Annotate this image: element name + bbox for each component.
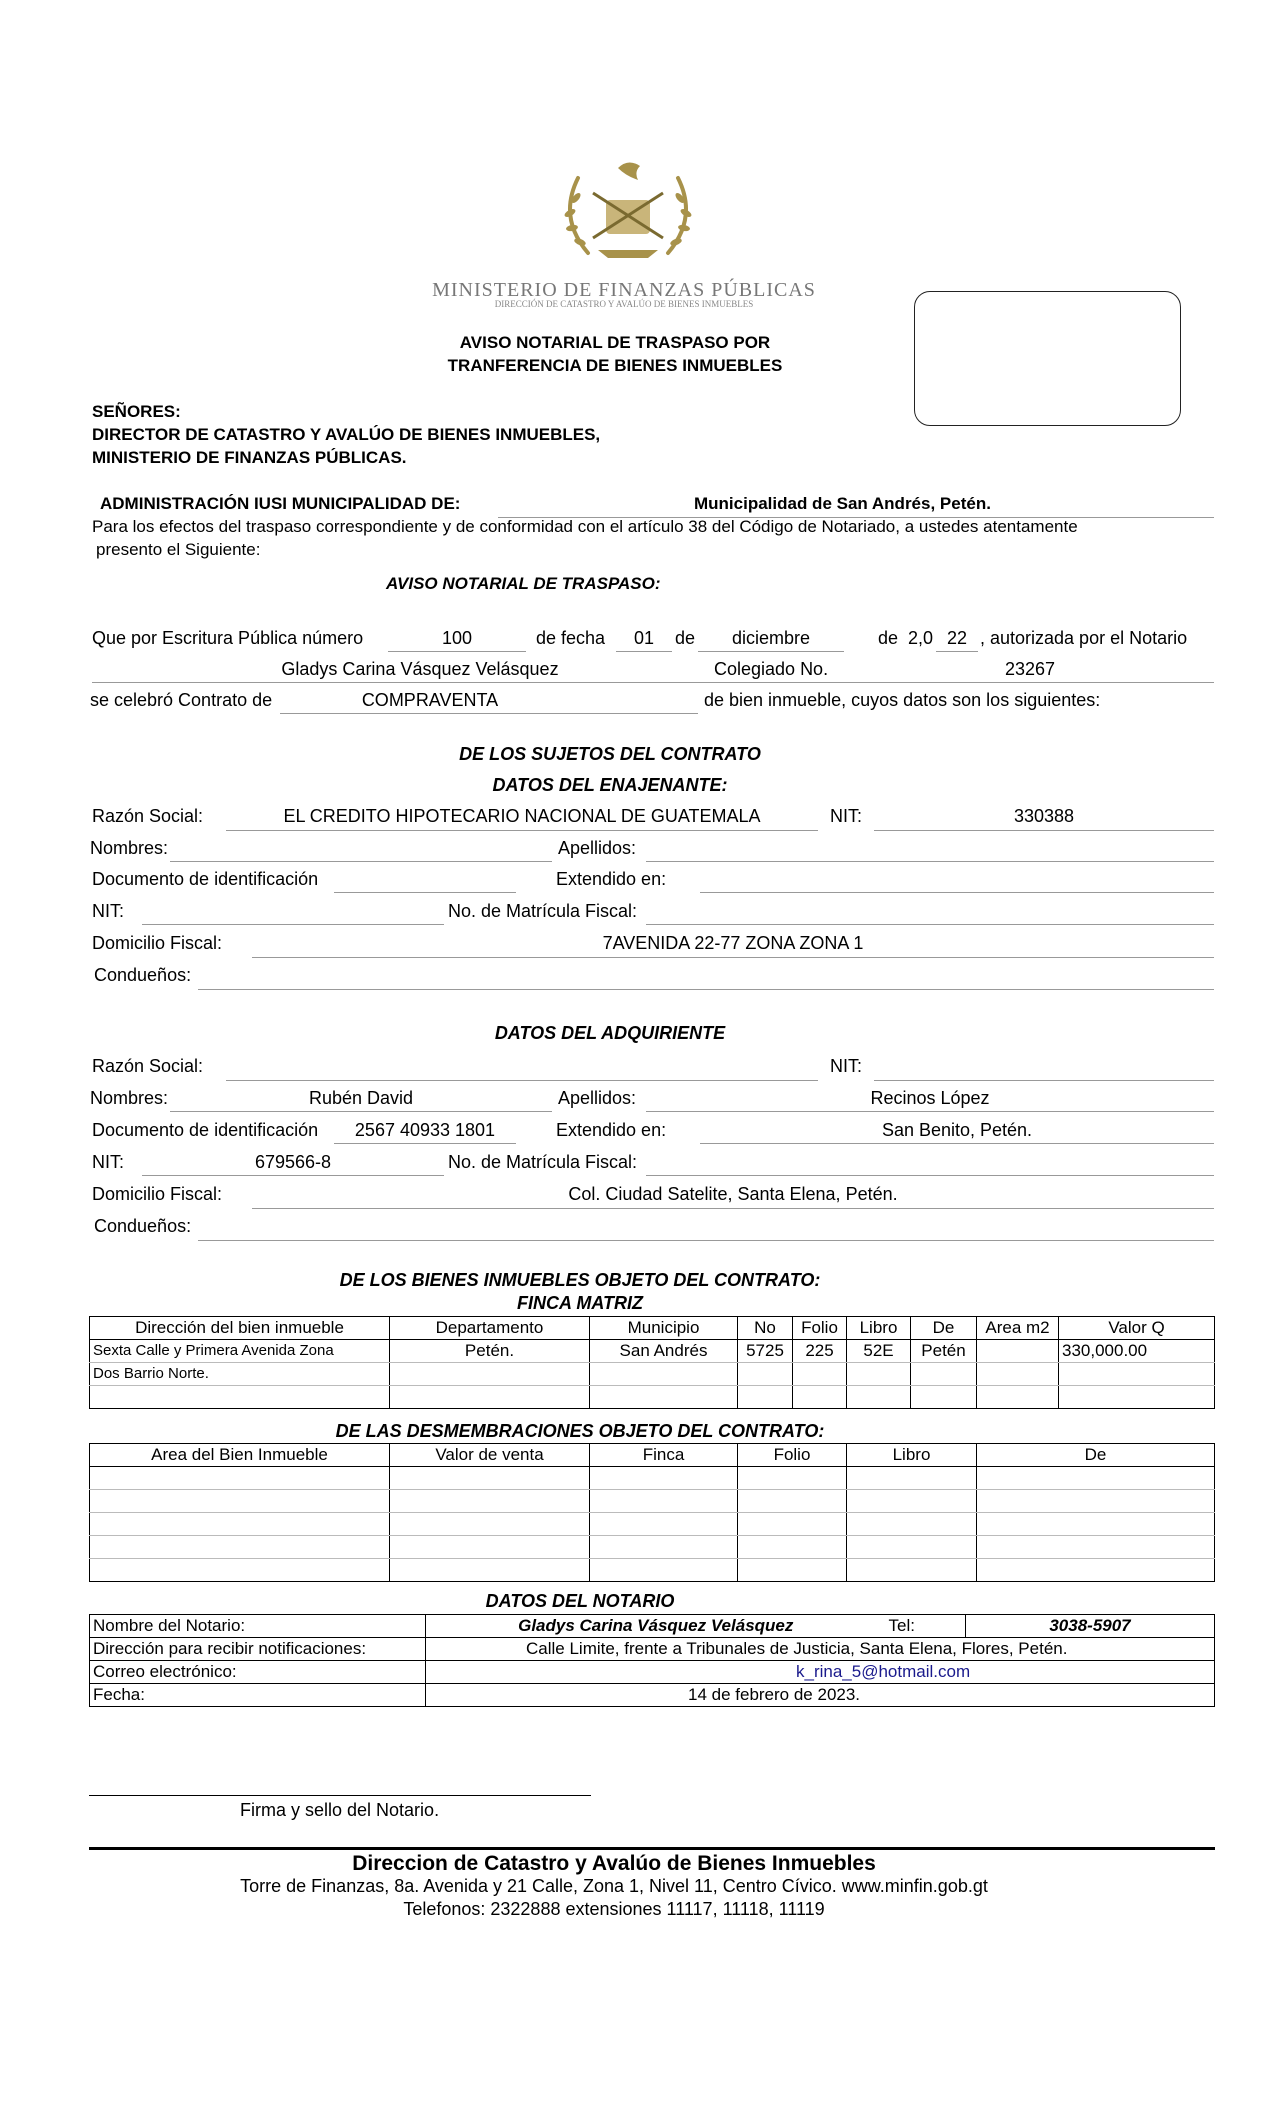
col-header: De	[977, 1444, 1215, 1467]
table-row	[90, 1513, 1215, 1536]
enajenante-domicilio: 7AVENIDA 22-77 ZONA ZONA 1	[602, 933, 864, 953]
adquiriente-heading: DATOS DEL ADQUIRIENTE	[494, 1023, 726, 1043]
escritura-label: Que por Escritura Pública número	[92, 628, 364, 648]
finca-matriz-table	[89, 1316, 1215, 1409]
anio-prefix: 2,0	[908, 628, 934, 648]
table-cell	[793, 1386, 847, 1409]
table-cell	[390, 1363, 590, 1386]
fecha-dia: 01	[633, 628, 655, 648]
notario-correo-label: Correo electrónico:	[90, 1661, 426, 1684]
col-header: No	[738, 1317, 793, 1340]
enajenante-extendido-label: Extendido en:	[556, 869, 667, 889]
sujetos-heading: DE LOS SUJETOS DEL CONTRATO	[459, 744, 761, 764]
fecha-de1: de	[675, 628, 696, 648]
adquiriente-nombres: Rubén David	[308, 1088, 414, 1108]
table-cell	[90, 1386, 390, 1409]
notario-name-label: Nombre del Notario:	[90, 1615, 426, 1638]
addressee-line2: DIRECTOR DE CATASTRO Y AVALÚO DE BIENES INMUEBLES,	[92, 425, 601, 444]
footer-rule	[89, 1847, 1215, 1850]
finca-matriz-header-row	[90, 1317, 1215, 1340]
enajenante-heading: DATOS DEL ENAJENANTE:	[492, 775, 728, 795]
table-cell	[977, 1386, 1059, 1409]
adquiriente-documento-label: Documento de identificación	[92, 1120, 319, 1140]
footer-phones: Telefonos: 2322888 extensiones 11117, 11118, 11119	[403, 1899, 825, 1919]
autorizada-text: , autorizada por el Notario	[980, 628, 1188, 648]
table-row	[90, 1363, 1215, 1386]
enajenante-nombres-label: Nombres:	[90, 838, 169, 858]
adquiriente-conduenos-label: Condueños:	[94, 1216, 192, 1236]
table-cell: Sexta Calle y Primera Avenida Zona	[90, 1340, 390, 1363]
table-cell	[911, 1386, 977, 1409]
anio-suffix: 22	[946, 628, 968, 648]
enajenante-nit-label: NIT:	[92, 901, 125, 921]
table-cell	[847, 1363, 911, 1386]
adquiriente-nit: 679566-8	[254, 1152, 332, 1172]
table-cell	[977, 1363, 1059, 1386]
enajenante-razon-social: EL CREDITO HIPOTECARIO NACIONAL DE GUATEMALA	[283, 806, 761, 826]
notario-email-link[interactable]: k_rina_5@hotmail.com	[426, 1661, 1215, 1684]
document-title-line1: AVISO NOTARIAL DE TRASPASO POR	[459, 333, 771, 352]
table-cell	[590, 1363, 738, 1386]
col-header: Folio	[738, 1444, 847, 1467]
table-row	[90, 1490, 1215, 1513]
adquiriente-razon-label: Razón Social:	[92, 1056, 204, 1076]
table-cell	[911, 1363, 977, 1386]
table-row	[90, 1386, 1215, 1409]
table-cell	[738, 1386, 793, 1409]
footer-address: Torre de Finanzas, 8a. Avenida y 21 Calle, Zona 1, Nivel 11, Centro Cívico. www.minfin.gob.gt	[240, 1876, 988, 1896]
table-row	[90, 1536, 1215, 1559]
notario-correo-row	[90, 1661, 1215, 1684]
col-header: Municipio	[590, 1317, 738, 1340]
adquiriente-documento: 2567 40933 1801	[354, 1120, 496, 1140]
desmembraciones-heading: DE LAS DESMEMBRACIONES OBJETO DEL CONTRATO:	[335, 1421, 825, 1441]
enajenante-nit-top-label: NIT:	[830, 806, 863, 826]
enajenante-documento-label: Documento de identificación	[92, 869, 319, 889]
escritura-number: 100	[441, 628, 473, 648]
colegiado-number: 23267	[1004, 659, 1056, 679]
table-cell	[590, 1386, 738, 1409]
notario-direccion: Calle Limite, frente a Tribunales de Justicia, Santa Elena, Flores, Petén.	[426, 1638, 1215, 1661]
col-header: Area del Bien Inmueble	[90, 1444, 390, 1467]
bienes-heading: DE LOS BIENES INMUEBLES OBJETO DEL CONTRATO:	[339, 1270, 821, 1290]
adquiriente-apellidos-label: Apellidos:	[558, 1088, 637, 1108]
coat-of-arms-logo	[548, 158, 708, 268]
contrato-type: COMPRAVENTA	[361, 690, 499, 710]
contrato-suffix: de bien inmueble, cuyos datos son los siguientes:	[704, 690, 1101, 710]
table-cell: 330,000.00	[1059, 1340, 1215, 1363]
notario-heading: DATOS DEL NOTARIO	[485, 1591, 675, 1611]
notario-direccion-label: Dirección para recibir notificaciones:	[90, 1638, 426, 1661]
stamp-box	[914, 291, 1181, 426]
table-cell	[847, 1386, 911, 1409]
table-cell	[1059, 1386, 1215, 1409]
notario-fecha-row	[90, 1684, 1215, 1707]
table-cell	[793, 1363, 847, 1386]
table-cell: 225	[793, 1340, 847, 1363]
desmembraciones-table	[89, 1443, 1215, 1582]
signature-label: Firma y sello del Notario.	[240, 1800, 440, 1820]
col-header: Valor Q	[1059, 1317, 1215, 1340]
signature-line	[89, 1795, 591, 1796]
admin-municipality: Municipalidad de San Andrés, Petén.	[694, 494, 991, 513]
enajenante-nit-top: 330388	[1013, 806, 1075, 826]
adquiriente-nit-top-label: NIT:	[830, 1056, 863, 1076]
notario-fecha-label: Fecha:	[90, 1684, 426, 1707]
adquiriente-nit-label: NIT:	[92, 1152, 125, 1172]
notario-direccion-row	[90, 1638, 1215, 1661]
contrato-label: se celebró Contrato de	[90, 690, 273, 710]
colegiado-label: Colegiado No.	[714, 659, 829, 679]
adquiriente-nombres-label: Nombres:	[90, 1088, 169, 1108]
footer-title: Direccion de Catastro y Avalúo de Bienes Inmuebles	[352, 1852, 876, 1875]
col-header: Libro	[847, 1444, 977, 1467]
enajenante-razon-label: Razón Social:	[92, 806, 204, 826]
ministry-name: MINISTERIO DE FINANZAS PÚBLICAS	[432, 279, 816, 301]
col-header: Departamento	[390, 1317, 590, 1340]
notario-tel-label: Tel:	[886, 1615, 966, 1638]
adquiriente-domicilio: Col. Ciudad Satelite, Santa Elena, Petén.	[568, 1184, 898, 1204]
notario-fecha: 14 de febrero de 2023.	[426, 1684, 1215, 1707]
document-title-line2: TRANFERENCIA DE BIENES INMUEBLES	[447, 356, 783, 375]
col-header: Folio	[793, 1317, 847, 1340]
col-header: Dirección del bien inmueble	[90, 1317, 390, 1340]
adquiriente-extendido: San Benito, Petén.	[881, 1120, 1033, 1140]
fecha-de2: de	[878, 628, 899, 648]
adquiriente-apellidos: Recinos López	[870, 1088, 990, 1108]
notario-name: Gladys Carina Vásquez Velásquez	[426, 1615, 886, 1638]
enajenante-matricula-label: No. de Matrícula Fiscal:	[448, 901, 638, 921]
table-row	[90, 1340, 1215, 1363]
table-cell	[390, 1386, 590, 1409]
col-header: Libro	[847, 1317, 911, 1340]
table-cell: Petén	[911, 1340, 977, 1363]
intro-line2: presento el Siguiente:	[96, 540, 261, 559]
ministry-subname: DIRECCIÓN DE CATASTRO Y AVALÚO DE BIENES INMUEBLES	[494, 299, 754, 309]
table-row	[90, 1467, 1215, 1490]
table-cell: Petén.	[390, 1340, 590, 1363]
table-row	[90, 1559, 1215, 1582]
addressee-line3: MINISTERIO DE FINANZAS PÚBLICAS.	[92, 448, 407, 467]
enajenante-conduenos-label: Condueños:	[94, 965, 192, 985]
aviso-heading: AVISO NOTARIAL DE TRASPASO:	[386, 574, 661, 593]
table-cell	[738, 1363, 793, 1386]
admin-label: ADMINISTRACIÓN IUSI MUNICIPALIDAD DE:	[100, 494, 461, 513]
adquiriente-extendido-label: Extendido en:	[556, 1120, 667, 1140]
table-cell: San Andrés	[590, 1340, 738, 1363]
col-header: De	[911, 1317, 977, 1340]
table-cell: 52E	[847, 1340, 911, 1363]
notario-table	[89, 1614, 1215, 1707]
desmembraciones-header-row	[90, 1444, 1215, 1467]
adquiriente-domicilio-label: Domicilio Fiscal:	[92, 1184, 223, 1204]
addressee-line1: SEÑORES:	[92, 402, 181, 421]
table-cell	[977, 1340, 1059, 1363]
notario-tel: 3038-5907	[966, 1615, 1215, 1638]
table-cell: Dos Barrio Norte.	[90, 1363, 390, 1386]
finca-matriz-heading: FINCA MATRIZ	[517, 1293, 643, 1313]
notario-name-field: Gladys Carina Vásquez Velásquez	[281, 659, 559, 679]
enajenante-domicilio-label: Domicilio Fiscal:	[92, 933, 223, 953]
table-cell	[1059, 1363, 1215, 1386]
adquiriente-matricula-label: No. de Matrícula Fiscal:	[448, 1152, 638, 1172]
fecha-mes: diciembre	[731, 628, 811, 648]
intro-line1: Para los efectos del traspaso correspondiente y de conformidad con el artículo 38 del Código de Notariado, a ustedes atentamente	[92, 517, 1078, 536]
table-cell: 5725	[738, 1340, 793, 1363]
col-header: Finca	[590, 1444, 738, 1467]
fecha-label: de fecha	[536, 628, 606, 648]
col-header: Valor de venta	[390, 1444, 590, 1467]
col-header: Area m2	[977, 1317, 1059, 1340]
notario-name-row	[90, 1615, 1215, 1638]
enajenante-apellidos-label: Apellidos:	[558, 838, 637, 858]
